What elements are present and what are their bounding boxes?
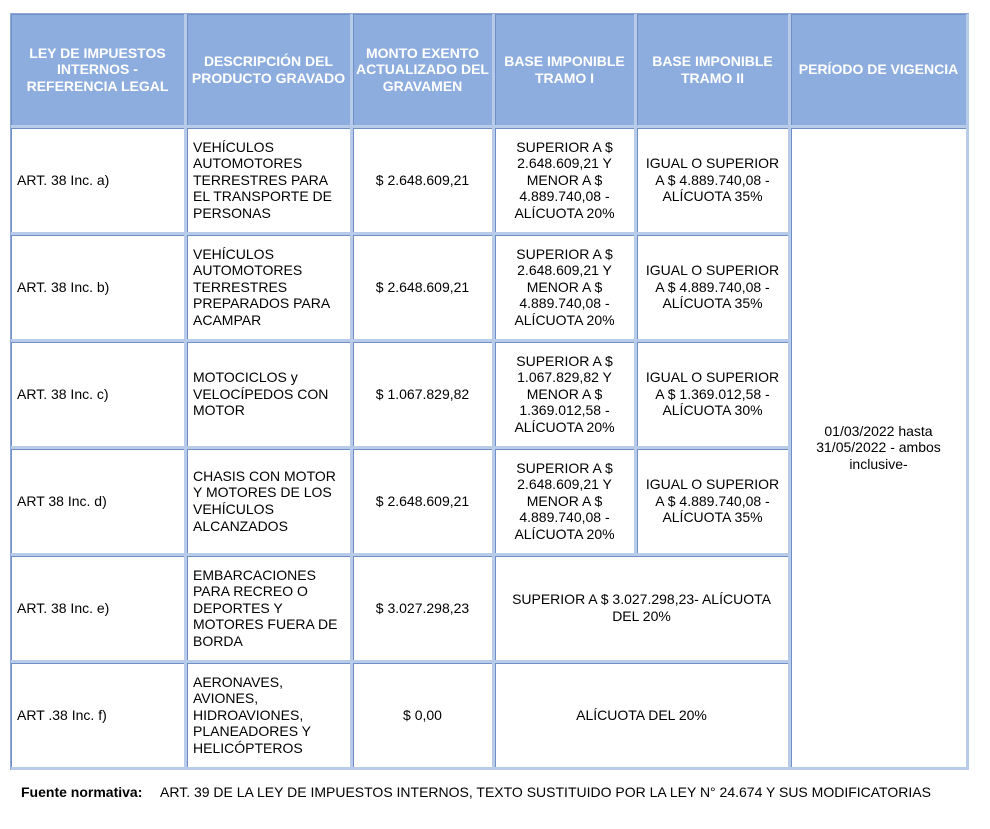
header-monto-exento: MONTO EXENTO ACTUALIZADO DEL GRAVAMEN: [353, 14, 495, 128]
cell-monto: $ 3.027.298,23: [353, 556, 495, 663]
cell-referencia: ART 38 Inc. d): [11, 449, 187, 556]
cell-referencia: ART. 38 Inc. a): [11, 128, 187, 235]
footer-label: Fuente normativa:: [21, 784, 143, 800]
cell-tramo-2: IGUAL O SUPERIOR A $ 4.889.740,08 - ALÍCUOTA 35%: [637, 235, 791, 342]
header-tramo-2: BASE IMPONIBLE TRAMO II: [637, 14, 791, 128]
cell-monto: $ 2.648.609,21: [353, 128, 495, 235]
cell-periodo-vigencia: 01/03/2022 hasta 31/05/2022 - ambos inclusive-: [791, 128, 969, 770]
cell-tramo-2: IGUAL O SUPERIOR A $ 1.369.012,58 - ALÍCUOTA 30%: [637, 342, 791, 449]
cell-referencia: ART. 38 Inc. c): [11, 342, 187, 449]
cell-base-imponible-merged: SUPERIOR A $ 3.027.298,23- ALÍCUOTA DEL 20%: [495, 556, 791, 663]
cell-monto: $ 0,00: [353, 663, 495, 770]
cell-monto: $ 1.067.829,82: [353, 342, 495, 449]
cell-tramo-1: SUPERIOR A $ 2.648.609,21 Y MENOR A $ 4.889.740,08 - ALÍCUOTA 20%: [495, 449, 637, 556]
cell-referencia: ART. 38 Inc. e): [11, 556, 187, 663]
cell-descripcion: MOTOCICLOS y VELOCÍPEDOS CON MOTOR: [187, 342, 353, 449]
cell-descripcion: VEHÍCULOS AUTOMOTORES TERRESTRES PREPARADOS PARA ACAMPAR: [187, 235, 353, 342]
cell-descripcion: EMBARCACIONES PARA RECREO O DEPORTES Y MOTORES FUERA DE BORDA: [187, 556, 353, 663]
cell-tramo-1: SUPERIOR A $ 2.648.609,21 Y MENOR A $ 4.889.740,08 - ALÍCUOTA 20%: [495, 235, 637, 342]
table-row: [11, 128, 969, 235]
header-row: [11, 14, 969, 128]
header-descripcion: DESCRIPCIÓN DEL PRODUCTO GRAVADO: [187, 14, 353, 128]
cell-tramo-1: SUPERIOR A $ 2.648.609,21 Y MENOR A $ 4.889.740,08 - ALÍCUOTA 20%: [495, 128, 637, 235]
header-ley-referencia: LEY DE IMPUESTOS INTERNOS - REFERENCIA LEGAL: [11, 14, 187, 128]
cell-base-imponible-merged: ALÍCUOTA DEL 20%: [495, 663, 791, 770]
cell-descripcion: AERONAVES, AVIONES, HIDROAVIONES, PLANEADORES Y HELICÓPTEROS: [187, 663, 353, 770]
cell-descripcion: VEHÍCULOS AUTOMOTORES TERRESTRES PARA EL TRANSPORTE DE PERSONAS: [187, 128, 353, 235]
cell-tramo-1: SUPERIOR A $ 1.067.829,82 Y MENOR A $ 1.369.012,58 - ALÍCUOTA 20%: [495, 342, 637, 449]
cell-monto: $ 2.648.609,21: [353, 449, 495, 556]
cell-tramo-2: IGUAL O SUPERIOR A $ 4.889.740,08 - ALÍCUOTA 35%: [637, 449, 791, 556]
cell-monto: $ 2.648.609,21: [353, 235, 495, 342]
cell-referencia: ART. 38 Inc. b): [11, 235, 187, 342]
header-periodo-vigencia: PERÍODO DE VIGENCIA: [791, 14, 969, 128]
cell-referencia: ART .38 Inc. f): [11, 663, 187, 770]
cell-descripcion: CHASIS CON MOTOR Y MOTORES DE LOS VEHÍCULOS ALCANZADOS: [187, 449, 353, 556]
tax-table: [10, 13, 969, 770]
footer-text: ART. 39 DE LA LEY DE IMPUESTOS INTERNOS, TEXTO SUSTITUIDO POR LA LEY N° 24.674 Y SUS MODIFICATORIAS: [160, 784, 931, 800]
cell-tramo-2: IGUAL O SUPERIOR A $ 4.889.740,08 - ALÍCUOTA 35%: [637, 128, 791, 235]
header-tramo-1: BASE IMPONIBLE TRAMO I: [495, 14, 637, 128]
